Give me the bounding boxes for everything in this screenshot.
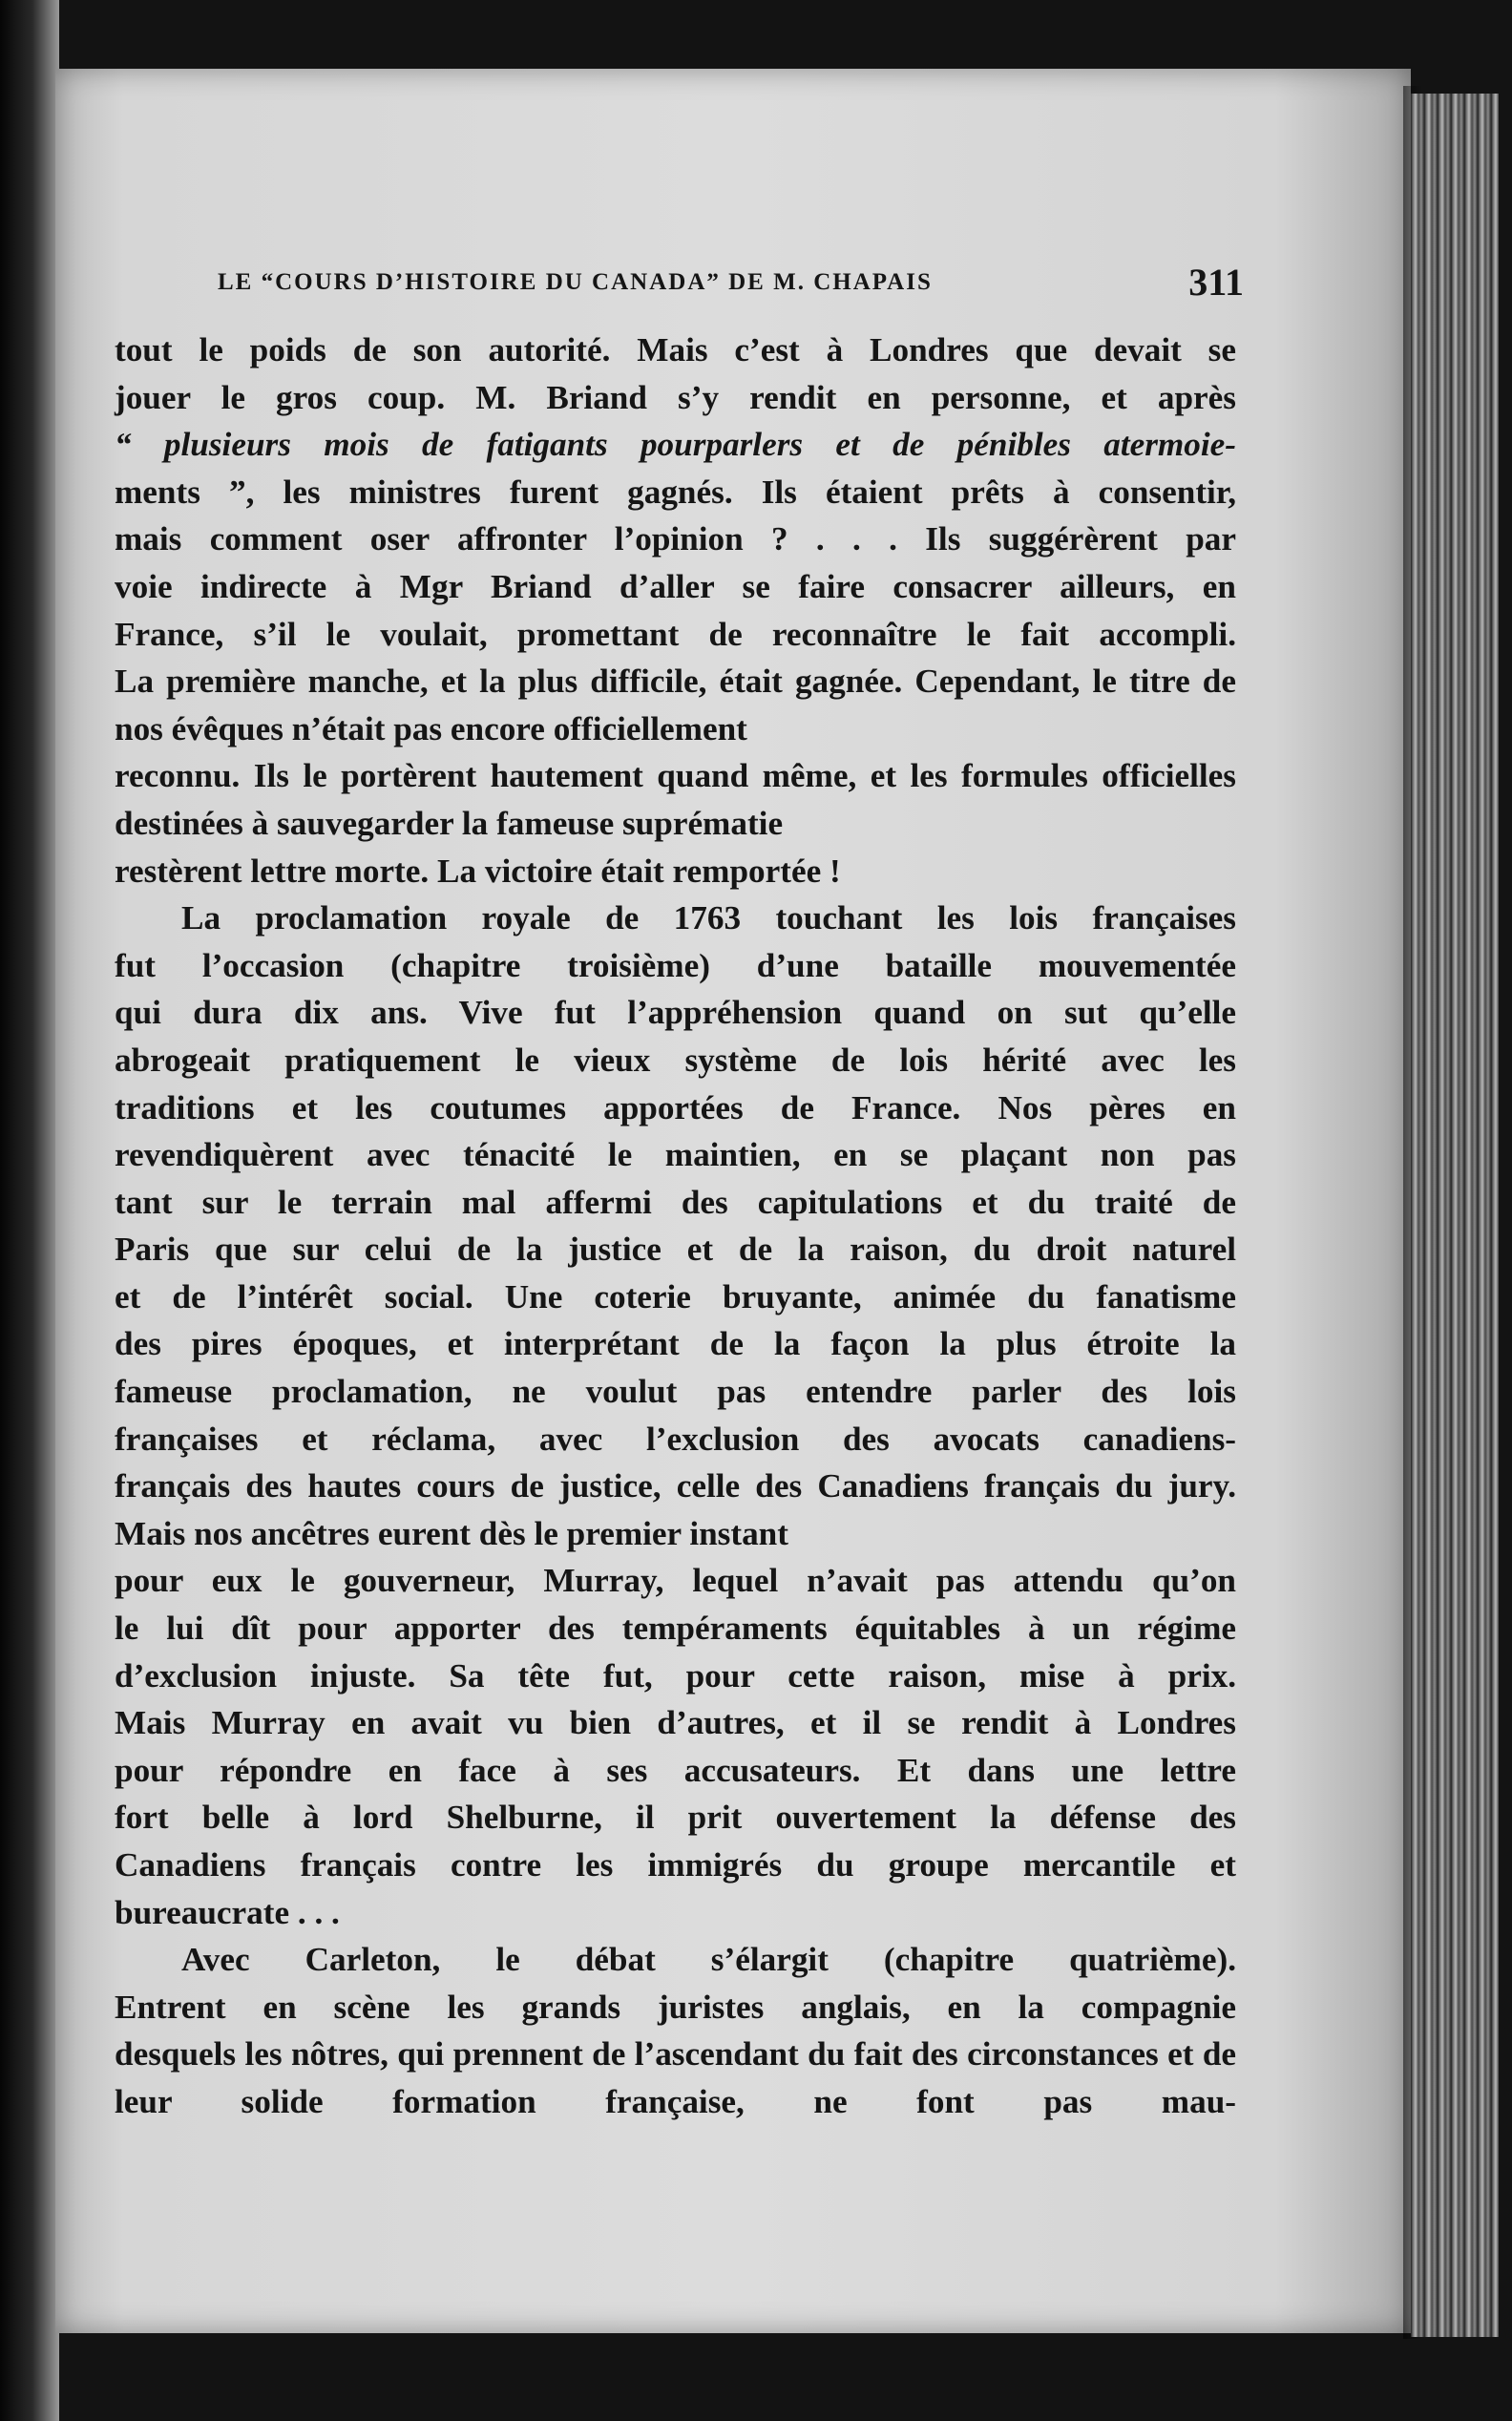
running-title: LE “COURS D’HISTOIRE DU CANADA” DE M. CHAPAIS xyxy=(218,269,933,295)
text-line: d’exclusion injuste. Sa tête fut, pour cette raison, mise à prix. xyxy=(115,1656,1236,1695)
text-line: revendiquèrent avec ténacité le maintien, en se plaçant non pas xyxy=(115,1136,1236,1174)
text-line: qui dura dix ans. Vive fut l’appréhension quand on sut qu’elle xyxy=(115,994,1236,1032)
text-line-italic: “ plusieurs mois de fatigants pourparlers et de pénibles atermoie- xyxy=(115,426,1236,464)
text-line: Paris que sur celui de la justice et de la raison, du droit naturel xyxy=(115,1231,1236,1269)
text-line: fort belle à lord Shelburne, il prit ouvertement la défense des xyxy=(115,1799,1236,1837)
book-gutter-shadow xyxy=(0,0,59,2421)
page-stack-edges xyxy=(1411,94,1499,2337)
text-line: Entrent en scène les grands juristes anglais, en la compagnie xyxy=(115,1988,1236,2026)
text-line: français des hautes cours de justice, celle des Canadiens français du jury. Mais nos ancêtres eurent dès le premier instant xyxy=(115,1467,1236,1552)
text-line: tant sur le terrain mal affermi des capitulations et du traité de xyxy=(115,1183,1236,1221)
text-line: pour répondre en face à ses accusateurs. Et dans une lettre xyxy=(115,1751,1236,1789)
text-line: voie indirecte à Mgr Briand d’aller se faire consacrer ailleurs, en xyxy=(115,567,1236,605)
text-line: La première manche, et la plus difficile, était gagnée. Cependant, le titre de nos évêques n’était pas encore officiellement xyxy=(115,663,1236,747)
paragraph-3 xyxy=(115,1936,1236,2125)
text-line: ments ”, les ministres furent gagnés. Ils étaient prêts à consentir, xyxy=(115,473,1236,511)
body-text xyxy=(115,326,1236,2126)
text-line: bureaucrate . . . xyxy=(115,1893,340,1931)
text-line: tout le poids de son autorité. Mais c’est à Londres que devait se xyxy=(115,331,1236,368)
text-line: mais comment oser affronter l’opinion ? . . . Ils suggérèrent par xyxy=(115,520,1236,558)
page-number: 311 xyxy=(1188,261,1244,304)
text-line: fameuse proclamation, ne voulut pas entendre parler des lois xyxy=(115,1373,1236,1411)
text-line: et de l’intérêt social. Une coterie bruyante, animée du fanatisme xyxy=(115,1277,1236,1316)
text-line: reconnu. Ils le portèrent hautement quand même, et les formules officielles destinées à sauvegarder la fameuse suprématie xyxy=(115,757,1236,842)
text-line: restèrent lettre morte. La victoire était remportée ! xyxy=(115,852,841,890)
text-line: des pires époques, et interprétant de la façon la plus étroite la xyxy=(115,1325,1236,1363)
text-line: jouer le gros coup. M. Briand s’y rendit en personne, et après xyxy=(115,378,1236,416)
text-line: traditions et les coutumes apportées de France. Nos pères en xyxy=(115,1088,1236,1126)
page-content xyxy=(115,260,1244,2126)
running-head xyxy=(115,260,1244,317)
text-line: Avec Carleton, le débat s’élargit (chapitre quatrième). xyxy=(181,1941,1236,1979)
text-line: le lui dît pour apporter des tempéraments équitables à un régime xyxy=(115,1610,1236,1648)
text-line: France, s’il le voulait, promettant de reconnaître le fait accompli. xyxy=(115,615,1236,653)
text-line: abrogeait pratiquement le vieux système de lois hérité avec les xyxy=(115,1041,1236,1079)
paragraph-1 xyxy=(115,326,1236,895)
text-line: fut l’occasion (chapitre troisième) d’une bataille mouvementée xyxy=(115,946,1236,984)
text-line: pour eux le gouverneur, Murray, lequel n’avait pas attendu qu’on xyxy=(115,1562,1236,1600)
text-line: françaises et réclama, avec l’exclusion des avocats canadiens- xyxy=(115,1420,1236,1458)
text-line: Canadiens français contre les immigrés du groupe mercantile et xyxy=(115,1846,1236,1884)
text-line: desquels les nôtres, qui prennent de l’ascendant du fait des circonstances et de leur solide formation française, ne font pas mau- xyxy=(115,2035,1236,2120)
text-line: La proclamation royale de 1763 touchant les lois françaises xyxy=(181,899,1236,937)
paragraph-2 xyxy=(115,895,1236,1936)
text-line: Mais Murray en avait vu bien d’autres, et il se rendit à Londres xyxy=(115,1704,1236,1742)
